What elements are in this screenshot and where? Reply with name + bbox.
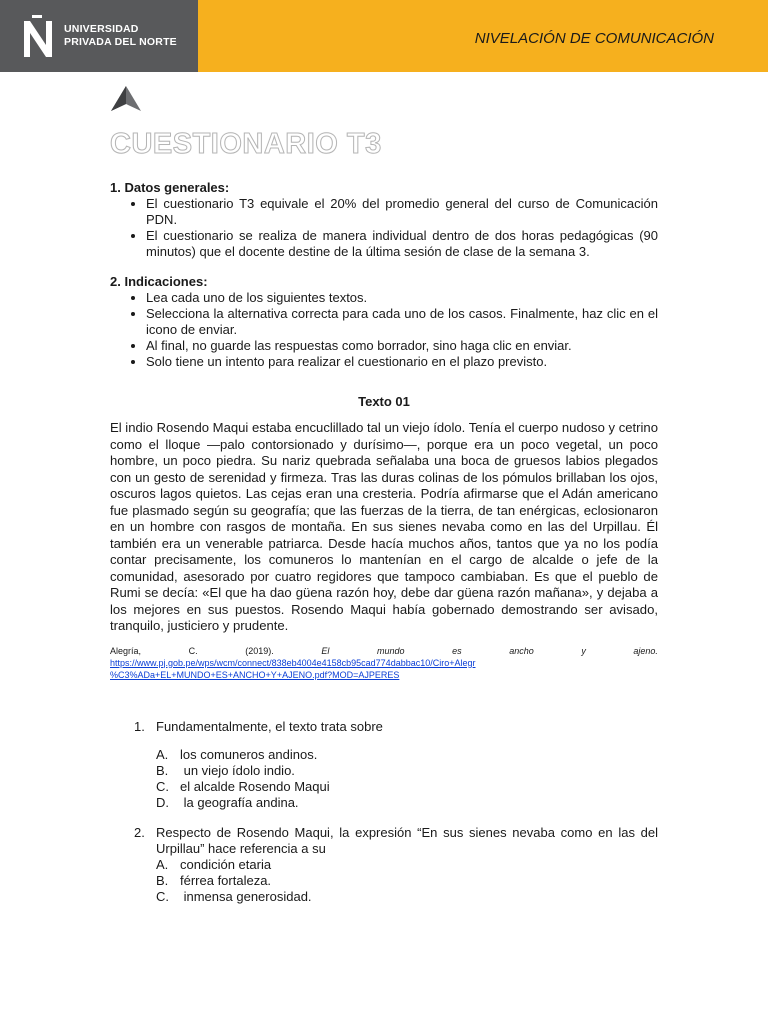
header-band (198, 0, 768, 72)
option-text: condición etaria (180, 856, 272, 872)
option-letter: B. (156, 872, 169, 888)
option-b[interactable] (156, 873, 658, 889)
list-item: • El cuestionario T3 equivale el 20% del promedio general del curso de Comunicación PDN. (146, 196, 658, 228)
citation-link-line1[interactable]: https://www.pj.gob.pe/wps/wcm/connect/838eb4004e4158cb95cad774dabbac10/Ciro+Alegr (110, 657, 476, 668)
citation-title-word: y (581, 645, 586, 656)
citation-title-word: ancho (509, 645, 534, 656)
option-a[interactable] (156, 857, 658, 873)
option-text: los comuneros andinos. (180, 746, 318, 762)
option-letter: B. (156, 762, 169, 778)
question-number: 1. (134, 718, 145, 734)
option-letter: C. (156, 778, 169, 794)
citation-line (110, 645, 658, 657)
citation-year: (2019). (245, 645, 274, 656)
logo-text (64, 23, 177, 49)
option-text: un viejo ídolo indio. (180, 762, 295, 778)
option-d[interactable] (156, 795, 383, 811)
upn-logo-icon (20, 13, 56, 59)
question-1 (134, 719, 658, 811)
option-text: la geografía andina. (180, 794, 299, 810)
logo-line1: UNIVERSIDAD (64, 23, 139, 35)
list-item: • Al final, no guarde las respuestas como borrador, sino haga clic en enviar. (146, 338, 658, 354)
citation-initial: C. (188, 645, 198, 656)
text01-passage: El indio Rosendo Maqui estaba encuclillado tal un viejo ídolo. Tenía el cuerpo nudoso y cetrino como el lloque —palo contorsionado y durísimo—, porque era un poco vegetal, un poco hombre, un poco piedra. Su nariz quebrada señalaba una boca de gruesos labios plegados con un gesto de serenidad y firmeza. Tras las duras colinas de los pómulos brillaban los ojos, oscuros lagos quietos. Las cejas eran una cresteria. Podría afirmarse que el Adán americano fue plasmado según su geografía; que las fuerzas de la tierra, de tan enérgicas, eclosionaron en un hombre con rasgos de montaña. En sus sienes nevaba como en las del Urpillau. Él también era un venerable patriarca. Desde hacía muchos años, tantos que ya no los podía contar precisamente, los comuneros lo mantenían en el cargo de alcalde o jefe de la comunidad, asesorado por cuatro regidores que tampoco cambiaban. Es que el pueblo de Rumi se decía: «El que ha dao güena razón hoy, debe dar güena razón mañana», y dejaba a los mejores en sus puestos. Rosendo Maqui había gobernado demostrando ser avisado, tranquilo, justiciero y prudente. (110, 420, 658, 633)
citation (110, 645, 658, 681)
course-title: NIVELACIÓN DE COMUNICACIÓN (474, 30, 714, 47)
question-stem: Fundamentalmente, el texto trata sobre (156, 718, 383, 734)
section2-list (110, 290, 658, 370)
option-letter: A. (156, 746, 169, 762)
option-c[interactable] (156, 779, 383, 795)
document-title: CUESTIONARIO T3 (110, 128, 382, 160)
questions-list (110, 719, 658, 905)
section1-list (110, 196, 658, 260)
citation-link-line2[interactable]: %C3%ADa+EL+MUNDO+ES+ANCHO+Y+AJENO.pdf?MOD=AJPERES (110, 669, 400, 680)
option-text: inmensa generosidad. (180, 888, 312, 904)
list-item: • Selecciona la alternativa correcta para cada uno de los casos. Finalmente, haz clic en el icono de enviar. (146, 306, 658, 338)
option-letter: C. (156, 888, 169, 904)
navigation-arrow-icon (108, 84, 144, 114)
list-item: • El cuestionario se realiza de manera individual dentro de dos horas pedagógicas (90 minutos) que el docente destine de la última sesión de clase de la semana 3. (146, 228, 658, 260)
question-stem: Respecto de Rosendo Maqui, la expresión “En sus sienes nevaba como en las del Urpillau” hace referencia a su (156, 824, 658, 856)
options-list (156, 747, 383, 811)
option-a[interactable] (156, 747, 383, 763)
option-letter: D. (156, 794, 169, 810)
options-list (156, 857, 658, 905)
list-item: • Solo tiene un intento para realizar el cuestionario en el plazo previsto. (146, 354, 658, 370)
citation-author: Alegría, (110, 645, 142, 656)
citation-title-word: ajeno. (633, 645, 658, 656)
citation-title-word: El (321, 645, 330, 656)
section1-heading: 1. Datos generales: (110, 180, 230, 195)
section2-heading: 2. Indicaciones: (110, 274, 208, 289)
option-text: el alcalde Rosendo Maqui (180, 778, 330, 794)
option-c[interactable] (156, 889, 658, 905)
option-letter: A. (156, 856, 169, 872)
citation-title-word: es (452, 645, 462, 656)
university-logo (0, 0, 198, 72)
question-number: 2. (134, 824, 145, 840)
text01-heading: Texto 01 (358, 394, 410, 409)
citation-title-word: mundo (376, 645, 405, 656)
list-item: • Lea cada uno de los siguientes textos. (146, 290, 658, 306)
option-b[interactable] (156, 763, 383, 779)
page-header (0, 0, 768, 72)
document-body (110, 180, 658, 919)
option-text: férrea fortaleza. (180, 872, 272, 888)
logo-line2: PRIVADA DEL NORTE (64, 36, 177, 48)
question-2 (134, 825, 658, 905)
